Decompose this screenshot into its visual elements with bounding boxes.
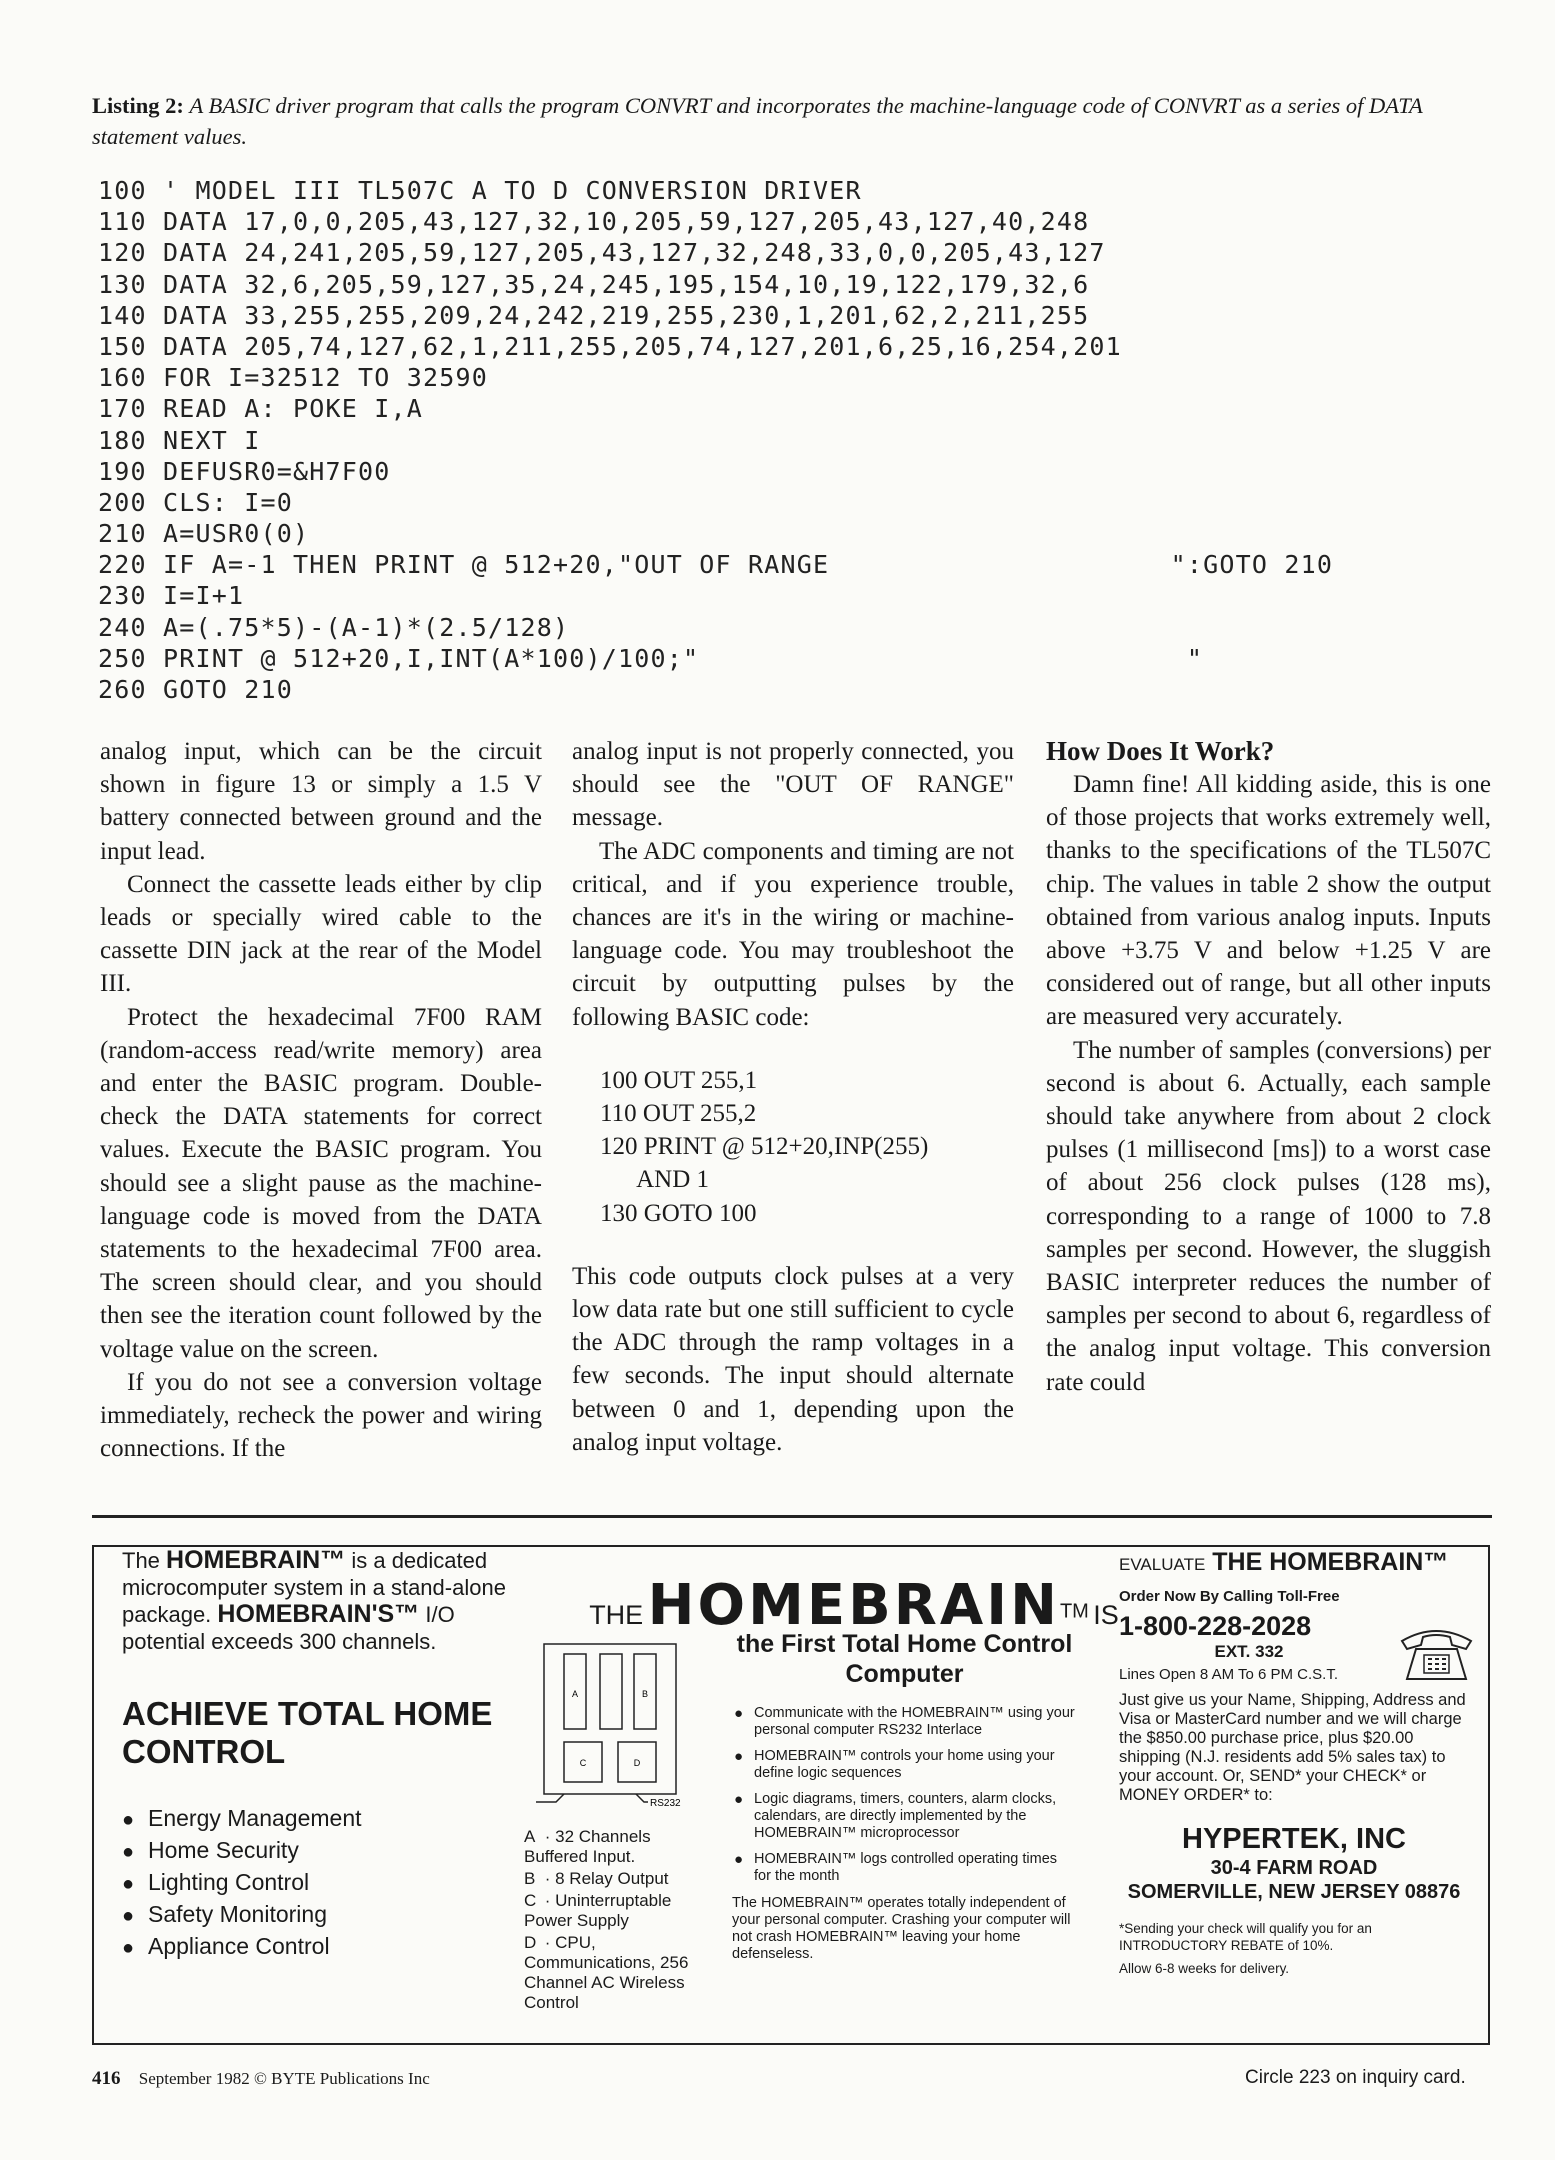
board-b: [600, 1654, 622, 1729]
code-line: 190 DEFUSR0=&H7F00: [98, 456, 391, 486]
listing-caption: [92, 90, 1492, 152]
label-c: C: [579, 1758, 587, 1768]
ad-middle-text: [732, 1629, 1077, 1963]
label-a: A: [571, 1689, 579, 1699]
feature-letter: D: [524, 1933, 537, 1952]
page-footer: [92, 2068, 430, 2090]
code-line: 100 OUT 255,1: [600, 1066, 758, 1094]
label-d: D: [633, 1758, 641, 1768]
code-line: 120 DATA 24,241,205,59,127,205,43,127,32,248,33,0,0,205,43,127: [98, 238, 1106, 268]
rs232-cable: [636, 1794, 648, 1802]
paragraph: If you do not see a conversion voltage immediately, recheck the power and wiring connections. If the: [100, 1368, 542, 1463]
code-line: 210 A=USR0(0): [98, 519, 310, 549]
inquiry-note: Circle 223 on inquiry card.: [1245, 2067, 1466, 2088]
title-brand: HOMEBRAIN: [647, 1573, 1060, 1638]
code-line: 130 GOTO 100: [600, 1199, 757, 1227]
issue-info: September 1982 © BYTE Publications Inc: [138, 2069, 430, 2088]
paragraph: This code outputs clock pulses at a very low data rate but one still sufficient to cycle the ADC through the ramp voltages in a few seconds. The input should alternate between 0 and 1, depending upon the analog input voltage.: [572, 1262, 1014, 1456]
bullet-icon: ●: [122, 1809, 135, 1831]
ad-subtitle: the First Total Home Control Computer: [736, 1630, 1073, 1688]
feature-item: C · Uninterruptable Power Supply: [524, 1891, 672, 1930]
paragraph: Damn fine! All kidding aside, this is one of those projects that works extremely well, thanks to the specifications of the TL507C chip. The values in table 2 show the output obtained from various analog inputs. Inputs above +3.75 V and below +1.25 V are considered out of range, but all other inputs are measured very accurately.: [1046, 771, 1491, 1031]
bullet-icon: ●: [122, 1841, 135, 1863]
code-line: 130 DATA 32,6,205,59,127,35,24,245,195,154,10,19,122,179,32,6: [98, 269, 1090, 299]
paragraph: analog input, which can be the circuit shown in figure 13 or simply a 1.5 V battery connected between ground and the input lead.: [100, 738, 542, 865]
code-line: 240 A=(.75*5)-(A-1)*(2.5/128): [98, 612, 570, 642]
bullet-text: HOMEBRAIN™ controls your home using your define logic sequences: [754, 1748, 1055, 1781]
feature-text: CPU, Communications, 256 Channel AC Wireless Control: [524, 1933, 689, 2012]
code-line: 230 I=I+1: [98, 581, 245, 611]
label-b: B: [641, 1689, 649, 1699]
list-item: [732, 1791, 1077, 1842]
feature-text: 8 Relay Output: [555, 1869, 669, 1888]
bullet-text: Appliance Control: [148, 1933, 330, 1959]
code-line: 110 DATA 17,0,0,205,43,127,32,10,205,59,127,205,43,127,40,248: [98, 207, 1090, 237]
ad-closing-text: The HOMEBRAIN™ operates totally independent of your personal computer. Crashing your computer will not crash HOMEBRAIN™ leaving your home defenseless.: [732, 1895, 1071, 1962]
intro-brand-2: HOMEBRAIN'S™: [217, 1600, 420, 1628]
title-is: IS: [1093, 1600, 1119, 1630]
intro-text: is a dedicated microcomputer system in a stand-alone package.: [122, 1548, 506, 1627]
list-item: [122, 1803, 512, 1835]
intro-pre: The: [122, 1548, 160, 1573]
caption-text: A BASIC driver program that calls the program CONVRT and incorporates the machine-language code of CONVRT as a series of DATA statement values.: [92, 93, 1423, 149]
code-line: 170 READ A: POKE I,A: [98, 394, 424, 424]
bullet-icon: ●: [122, 1905, 135, 1927]
ordering-instructions: Just give us your Name, Shipping, Address and Visa or MasterCard number and we will charge the $850.00 purchase price, plus $20.00 shipping (N.J. residents add 5% sales tax) to your account. Or, SEND* your CHECK* or MONEY ORDER* to:: [1119, 1691, 1466, 1804]
code-line: 150 DATA 205,74,127,62,1,211,255,205,74,127,201,6,25,16,254,201: [98, 331, 1122, 361]
list-item: [122, 1867, 512, 1899]
delivery-note: Allow 6-8 weeks for delivery.: [1119, 1961, 1290, 1976]
paragraph: Connect the cassette leads either by clip leads or specially wired cable to the cassette DIN jack at the rear of the Model III.: [100, 870, 542, 998]
text-column-1: [100, 735, 542, 1465]
code-line: 110 OUT 255,2: [600, 1100, 757, 1128]
company-name: HYPERTEK, INC: [1182, 1823, 1406, 1855]
code-line: 260 GOTO 210: [98, 675, 294, 704]
feature-item: B · 8 Relay Output: [524, 1869, 669, 1888]
feature-letter: C: [524, 1891, 537, 1910]
list-item: [122, 1931, 512, 1963]
bullet-icon: ●: [734, 1791, 744, 1808]
code-line: 140 DATA 33,255,255,209,24,242,219,255,230,1,201,62,2,211,255: [98, 300, 1090, 330]
feature-text: Uninterruptable Power Supply: [524, 1891, 672, 1930]
feature-letter: B: [524, 1869, 536, 1888]
bullet-text: Home Security: [148, 1837, 299, 1863]
bullet-icon: ●: [734, 1748, 744, 1765]
ad-headline: ACHIEVE TOTAL HOME CONTROL: [122, 1695, 493, 1770]
code-line: 160 FOR I=32512 TO 32590: [98, 363, 489, 393]
code-line: AND 1: [600, 1166, 710, 1194]
feature-item: A · 32 Channels Buffered Input.: [524, 1827, 651, 1866]
intro-brand: HOMEBRAIN™: [166, 1546, 346, 1574]
ad-feature-bullets: [732, 1705, 1077, 1885]
inline-code-block: [600, 1064, 1014, 1230]
phone-extension: EXT. 332: [1214, 1642, 1284, 1661]
homebrain-unit-diagram: [536, 1642, 684, 1812]
text-column-2: [572, 735, 1014, 1459]
code-line: 200 CLS: I=0: [98, 487, 294, 517]
code-line: 100 ' MODEL III TL507C A TO D CONVERSION DRIVER: [98, 176, 862, 205]
label-rs232: RS232: [650, 1798, 681, 1809]
ad-right-panel: [1119, 1547, 1469, 1977]
address-line-2: SOMERVILLE, NEW JERSEY 08876: [1127, 1881, 1461, 1903]
feature-item: D · CPU, Communications, 256 Channel AC Wireless Control: [524, 1933, 689, 2012]
evaluate-heading: [1119, 1547, 1469, 1580]
paragraph: Protect the hexadecimal 7F00 RAM (random-access read/write memory) area and enter the BASIC program. Double-check the DATA statements for correct values. Execute the BASIC program. You should see a slight pause as the machine-language code is moved from the DATA statements to the hexadecimal 7F00 area. The screen should clear, and you should then see the iteration count followed by the voltage value on the screen.: [100, 1003, 542, 1363]
bullet-icon: ●: [122, 1937, 135, 1959]
list-item: [122, 1899, 512, 1931]
bullet-icon: ●: [122, 1873, 135, 1895]
phone-number[interactable]: 1-800-228-2028: [1119, 1611, 1312, 1641]
bullet-icon: ●: [734, 1705, 744, 1722]
title-tm: TM: [1059, 1600, 1089, 1623]
list-item: [732, 1748, 1077, 1782]
code-line: 220 IF A=-1 THEN PRINT @ 512+20,"OUT OF RANGE ":GOTO 210: [98, 550, 1334, 580]
feature-letter: A: [524, 1827, 536, 1846]
bullet-text: Safety Monitoring: [148, 1901, 327, 1927]
paragraph: analog input is not properly connected, you should see the "OUT OF RANGE" message.: [572, 738, 1014, 832]
bullet-text: Logic diagrams, timers, counters, alarm clocks, calendars, are directly implemented by the HOMEBRAIN™ microprocessor: [754, 1791, 1057, 1841]
list-item: [732, 1851, 1077, 1885]
code-line: 120 PRINT @ 512+20,INP(255): [600, 1133, 929, 1161]
paragraph: The number of samples (conversions) per second is about 6. Actually, each sample should take anywhere from about 2 clock pulses (1 millisecond [ms]) to a worst case of about 256 clock pulses (128 ms), corresponding to a range of 1000 to 7.8 samples per second. However, the sluggish BASIC interpreter reduces the number of samples per second to about 6, regardless of the analog input voltage. This conversion rate could: [1046, 1036, 1491, 1396]
caption-label: Listing 2:: [92, 93, 184, 118]
divider-rule: [92, 1515, 1492, 1518]
paragraph: The ADC components and timing are not critical, and if you experience trouble, chances are it's in the wiring or machine-language code. You may troubleshoot the circuit by outputting pulses by the following BASIC code:: [572, 837, 1014, 1031]
bullet-text: Communicate with the HOMEBRAIN™ using your personal computer RS232 Interlace: [754, 1705, 1075, 1738]
list-item: [732, 1705, 1077, 1739]
evaluate-brand: THE HOMEBRAIN™: [1212, 1548, 1449, 1576]
bullet-icon: ●: [734, 1851, 744, 1868]
order-line: Order Now By Calling Toll-Free: [1119, 1588, 1340, 1605]
bullet-text: Lighting Control: [148, 1869, 310, 1895]
intro-text-2: I/O potential exceeds 300 channels.: [122, 1602, 455, 1654]
text-column-3: [1046, 735, 1491, 1399]
telephone-icon: [1394, 1619, 1479, 1684]
bullet-text: HOMEBRAIN™ logs controlled operating times for the month: [754, 1851, 1058, 1884]
address-line-1: 30-4 FARM ROAD: [1210, 1857, 1378, 1879]
title-the: THE: [589, 1600, 644, 1630]
ad-left-panel: [122, 1547, 512, 1963]
feature-text: 32 Channels Buffered Input.: [524, 1827, 651, 1866]
code-line: 250 PRINT @ 512+20,I,INT(A*100)/100;" ": [98, 643, 1204, 673]
phone-hours: Lines Open 8 AM To 6 PM C.S.T.: [1119, 1666, 1338, 1683]
power-plug: [536, 1794, 564, 1802]
ad-intro: [122, 1547, 512, 1655]
bullet-text: Energy Management: [148, 1805, 362, 1831]
rebate-note: *Sending your check will qualify you for an INTRODUCTORY REBATE of 10%.: [1119, 1921, 1372, 1953]
feature-list: [524, 1827, 714, 2015]
evaluate-pre: EVALUATE: [1119, 1555, 1206, 1574]
page-number: 416: [92, 2068, 121, 2089]
code-listing: [98, 175, 1498, 705]
code-line: 180 NEXT I: [98, 425, 261, 455]
homebrain-advertisement: [92, 1545, 1490, 2045]
section-heading: How Does It Work?: [1046, 736, 1275, 766]
list-item: [122, 1835, 512, 1867]
ad-bullet-list: [122, 1803, 512, 1963]
